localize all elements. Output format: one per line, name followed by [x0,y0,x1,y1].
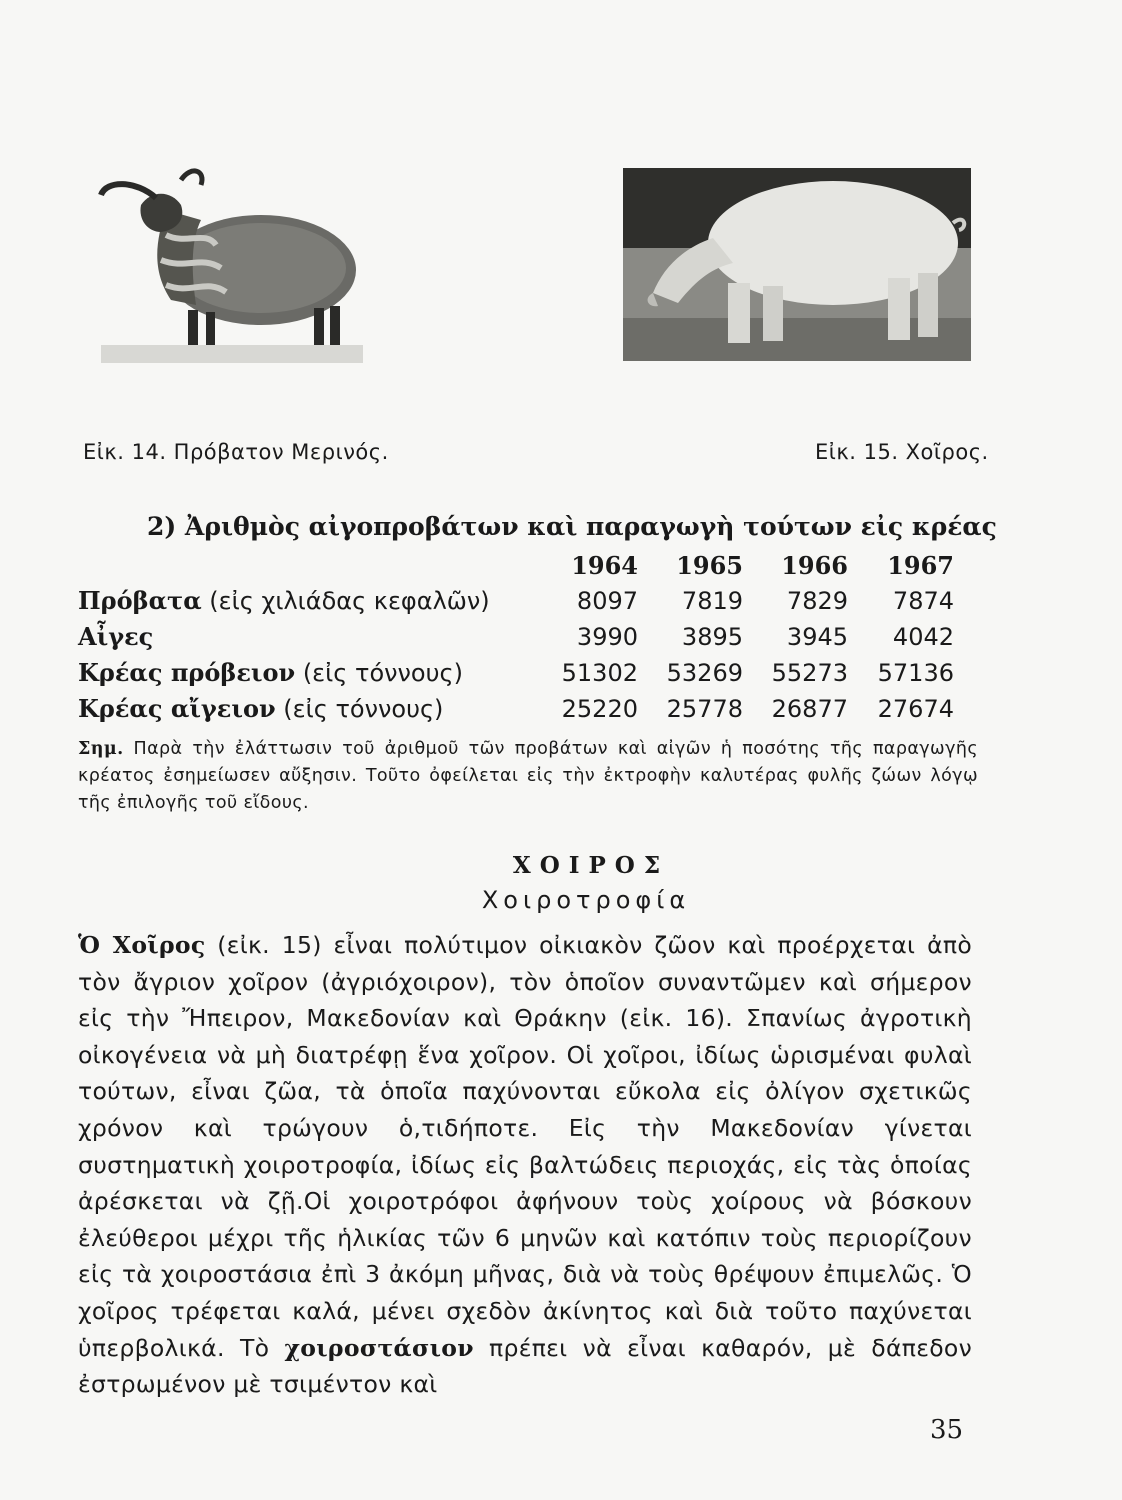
table-note [78,736,978,817]
pig-photo [623,168,971,361]
body-text-part1: (εἰκ. 15) εἶναι πολύτιμον οἰκιακὸν ζῶον καὶ προέρχεται ἀπὸ τὸν ἄγριον χοῖρον (ἀγριόχοιρον), τὸν ὁποῖον συναντῶμεν καὶ σήμερον εἰς τὴν Ἤπειρον, Μακεδονίαν καὶ Θράκην (εἰκ. 16). Σπανίως ἀγροτικὴ οἰκογένεια νὰ μὴ διατρέφῃ ἕνα χοῖρον. Οἱ χοῖροι, ἰδίως ὡρισμέναι φυλαὶ τούτων, εἶναι ζῶα, τὰ ὁποῖα παχύνονται εὔκολα εἰς ὀλίγον σχετικῶς χρόνον καὶ τρώγουν ὁ,τιδήποτε. Εἰς τὴν Μακεδονίαν γίνεται συστηματικὴ χοιροτροφία, ἰδίως εἰς βαλτώδεις περιοχάς, εἰς τὰς ὁποίας ἀρέσκεται νὰ ζῇ.Οἱ χοιροτρόφοι ἀφήνουν τοὺς χοίρους νὰ βόσκουν ἐλεύθεροι μέχρι τῆς ἡλικίας τῶν 6 μηνῶν καὶ κατόπιν τοὺς περιορίζουν εἰς τὰ χοιροστάσια ἐπὶ 3 ἀκόμη μῆνας, διὰ νὰ τοὺς θρέψουν ἐπιμελῶς. Ὁ χοῖρος τρέφεται καλά, μένει σχεδὸν ἀκίνητος καὶ διὰ τοῦτο παχύνεται ὑπερβολικά. Τὸ [78,931,972,1362]
year-header: 1965 [676,551,743,580]
header-empty [78,548,548,583]
table-cell: 53269 [666,658,743,687]
row-label-rest: (εἰς τόννους) [275,695,444,723]
row-label-bold: Κρέας πρόβειον [78,658,296,687]
section-heading: ΧΟΙΡΟΣ [512,852,670,879]
table-cell: 57136 [877,658,954,687]
table-header-row [78,548,954,583]
row-label [78,691,548,727]
table-cell: 3990 [576,622,638,651]
row-label-bold: Κρέας αἴγειον [78,694,276,723]
table-cell: 26877 [771,694,848,723]
table-row [78,583,954,619]
table-row [78,691,954,727]
section-subheading: Χοιροτροφία [481,886,691,914]
note-label: Σημ. [78,739,124,759]
row-label [78,619,548,655]
body-paragraph [78,927,972,1403]
table-row [78,655,954,691]
livestock-table [78,548,954,727]
row-label-bold: Πρόβατα [78,586,202,615]
table-cell: 25220 [561,694,638,723]
page-number: 35 [930,1415,964,1445]
table-cell: 4042 [892,622,954,651]
sheep-caption: Εἰκ. 14. Πρόβατον Μερινός. [83,440,389,464]
table-title: 2) Ἀριθμὸς αἰγοπροβάτων καὶ παραγωγὴ τούτων εἰς κρέας [147,512,997,541]
note-text: Παρὰ τὴν ἐλάττωσιν τοῦ ἀριθμοῦ τῶν προβάτων καὶ αἰγῶν ἡ ποσότης τῆς παραγωγῆς κρέατος ἐσημείωσεν αὔξησιν. Τοῦτο ὀφείλεται εἰς τὴν ἐκτροφὴν καλυτέρας φυλῆς ζώων λόγῳ τῆς ἐπιλογῆς τοῦ εἴδους. [78,739,978,813]
row-label-rest: (εἰς τόννους) [295,659,463,687]
bold-term: χοιροστάσιον [284,1333,474,1362]
table-cell: 3945 [786,622,848,651]
year-header: 1967 [887,551,954,580]
row-label [78,655,548,691]
year-header: 1964 [571,551,638,580]
table-cell: 8097 [576,586,638,615]
table-cell: 27674 [877,694,954,723]
body-text-part2: πρέπει νὰ εἶναι καθαρόν, μὲ δάπεδον ἐστρωμένον μὲ τσιμέντον καὶ [78,1333,972,1399]
row-label [78,583,548,619]
table-cell: 7874 [892,586,954,615]
table-row [78,619,954,655]
table-cell: 51302 [561,658,638,687]
table-cell: 7819 [681,586,743,615]
row-label-bold: Αἶγες [78,622,154,651]
year-header: 1966 [781,551,848,580]
table-cell: 55273 [771,658,848,687]
table-cell: 7829 [786,586,848,615]
table-cell: 25778 [666,694,743,723]
pig-caption: Εἰκ. 15. Χοῖρος. [815,440,989,464]
table-cell: 3895 [681,622,743,651]
row-label-rest: (εἰς χιλιάδας κεφαλῶν) [201,587,490,615]
sheep-photo [96,150,366,365]
lead-term: Ὁ Χοῖρος [78,931,206,959]
